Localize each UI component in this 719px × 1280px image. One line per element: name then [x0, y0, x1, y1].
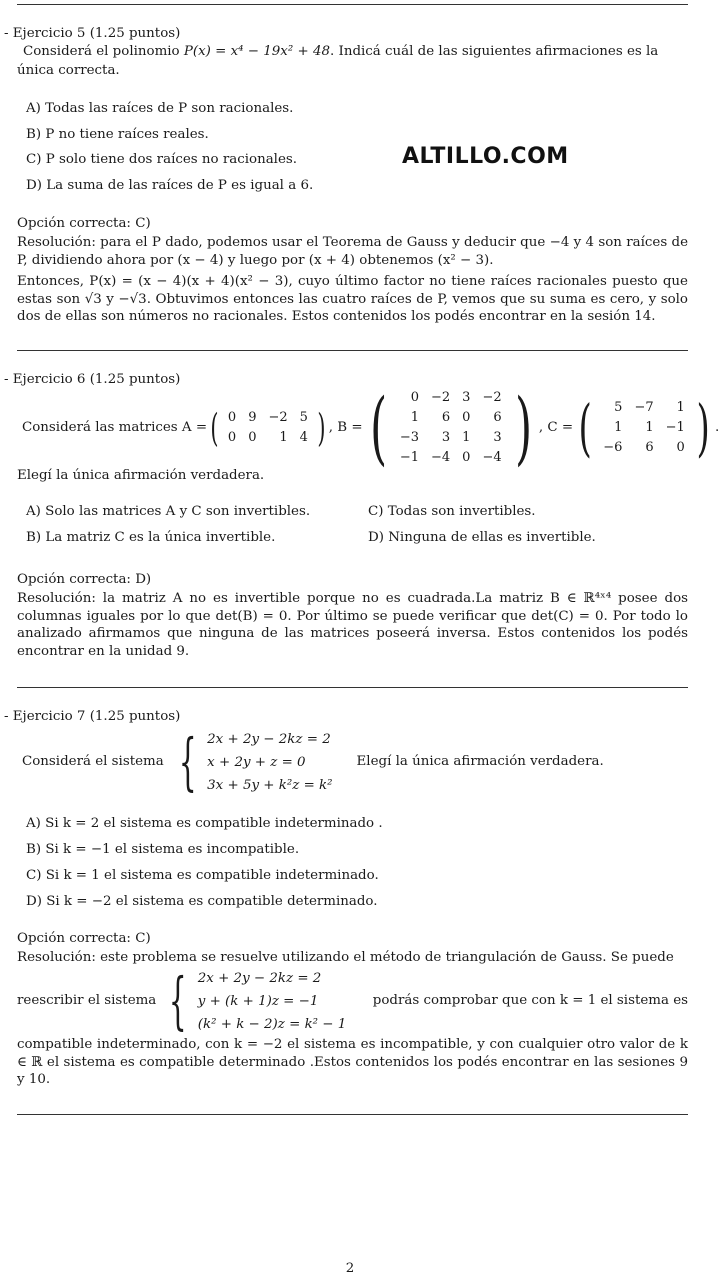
equation: 2x + 2y − 2kz = 2 — [197, 970, 322, 986]
divider — [17, 1114, 688, 1115]
matrix-b-entry: 3 — [493, 430, 502, 445]
matrix-c-entry: 5 — [614, 400, 623, 415]
matrix-b-entry: 3 — [441, 430, 451, 445]
exercise-5-resolution-2: Entonces, P(x) = (x − 4)(x + 4)(x² − 3), cuyo último factor no tiene raíces racionales puesto que estas son √3 y −√3. Obtuvimos entonces las cuatro raíces de P, vemos que su suma es cero, y solo dos de ellas son números no racionales. Estos contenidos los podés encontrar en la sesión 14. — [17, 274, 688, 324]
matrix-c-entry: 1 — [614, 420, 623, 435]
exercise-7-option-b: B) Si k = −1 el sistema es incompatible. — [26, 842, 300, 857]
matrix-c-row — [597, 438, 691, 458]
altillo-logo: ALTILLO.COM — [402, 144, 569, 169]
divider — [17, 350, 688, 351]
matrix-b-entry: −1 — [399, 450, 419, 465]
exercise-6-answer: Opción correcta: D) — [17, 572, 152, 587]
matrix-a-entry: 0 — [227, 430, 237, 445]
exercise-7-option-d: D) Si k = −2 el sistema es compatible determinado. — [26, 894, 378, 909]
exercise-5-option-c: C) P solo tiene dos raíces no racionales. — [26, 152, 298, 167]
exercise-6-option-a: A) Solo las matrices A y C son invertibles. — [26, 504, 311, 519]
matrix-b-entry: −4 — [430, 450, 451, 465]
matrix-b-entry: 6 — [493, 410, 502, 425]
exercise-6-option-b: B) La matriz C es la única invertible. — [26, 530, 276, 545]
matrix-a-entry: −2 — [268, 410, 288, 425]
matrix-a-entry: 0 — [248, 430, 257, 445]
matrix-a-entry: 5 — [299, 410, 308, 425]
matrix-b-entry: 0 — [462, 450, 471, 465]
matrix-a-row — [222, 408, 314, 428]
matrix-c-entry: 6 — [645, 440, 654, 455]
matrix-b-entry: −3 — [399, 430, 419, 445]
matrix-c-entry: −1 — [665, 420, 685, 435]
exercise-7-resolution: Resolución: este problema se resuelve utilizando el método de triangulación de Gauss. Se puede — [17, 950, 674, 965]
exercise-5-statement-end: única correcta. — [17, 63, 120, 78]
equation: y + (k + 1)z = −1 — [197, 993, 319, 1009]
matrix-b-entry: 0 — [462, 410, 471, 425]
matrix-c-entry: −7 — [634, 400, 654, 415]
divider — [17, 687, 688, 688]
exercise-6-resolution: Resolución: la matriz A no es invertible porque no es cuadrada.La matriz B ∈ ℝ⁴ˣ⁴ posee dos columnas iguales por lo que det(B) = 0. Por último se puede verificar que det(C) = 0. Por todo lo analizado afirmamos que ninguna de las matrices poseerá inversa. Estos contenidos los podés encontrar en la unidad 9. — [17, 591, 688, 659]
exercise-6-title: - Ejercicio 6 (1.25 puntos) — [4, 372, 181, 387]
exercise-5-answer: Opción correcta: C) — [17, 216, 151, 231]
matrix-b-entry: 1 — [462, 430, 471, 445]
divider — [17, 4, 688, 5]
matrix-c-row — [597, 398, 691, 418]
matrix-b-entry: −4 — [482, 450, 502, 465]
equation: x + 2y + z = 0 — [207, 754, 306, 770]
matrix-b-entry: 3 — [462, 390, 471, 405]
exercise-7-option-a: A) Si k = 2 el sistema es compatible indeterminado . — [26, 816, 383, 831]
equation: 3x + 5y + k²z = k² — [207, 777, 333, 793]
matrix-b-row — [394, 408, 508, 428]
matrix-a-entry: 4 — [299, 430, 308, 445]
exercise-5-statement: Considerá el polinomio P(x) = x⁴ − 19x² + 48. Indicá cuál de las siguientes afirmaciones es la — [23, 44, 659, 59]
exercise-7-option-c: C) Si k = 1 el sistema es compatible indeterminado. — [26, 868, 379, 883]
matrix-b-row — [394, 448, 508, 468]
equation: 2x + 2y − 2kz = 2 — [207, 731, 331, 747]
exercise-7-rewritten-system: reescribir el sistema { 2x + 2y − 2kz = 2 y + (k + 1)z = −1 (k² + k − 2)z = k² − 1 podrás comprobar que con k = 1 el sistema es — [17, 964, 688, 1037]
matrix-c-entry: 0 — [676, 440, 685, 455]
matrix-c: ( 5 −7 1 1 1 −1 −6 6 0 ) — [578, 391, 710, 464]
matrix-a-entry: 9 — [248, 410, 257, 425]
exercise-7-answer: Opción correcta: C) — [17, 931, 151, 946]
matrix-b-entry: 0 — [410, 390, 419, 405]
page-number: 2 — [345, 1261, 355, 1276]
matrix-b-entry: −2 — [482, 390, 502, 405]
matrix-c-entry: −6 — [603, 440, 623, 455]
matrix-a-entry: 1 — [279, 430, 288, 445]
matrix-b-entry: −2 — [430, 390, 451, 405]
matrix-a-entry: 0 — [227, 410, 237, 425]
matrix-a-row — [222, 428, 314, 448]
exercise-7-title: - Ejercicio 7 (1.25 puntos) — [4, 709, 181, 724]
exercise-6-matrices: Considerá las matrices A = ( 0 9 −2 5 0 0 1 4 ) , B = ( 0 −2 3 −2 1 6 0 6 −3 3 1 3 −1 −4 0 −4 ) , C = ( 5 −7 1 1 1 −1 −6 6 0 ) . — [22, 381, 719, 474]
exercise-5-option-b: B) P no tiene raíces reales. — [26, 127, 209, 142]
exercise-6-prompt: Elegí la única afirmación verdadera. — [17, 468, 265, 483]
exercise-7-system: Considerá el sistema { 2x + 2y − 2kz = 2 x + 2y + z = 0 3x + 5y + k²z = k² Elegí la única afirmación verdadera. — [22, 725, 604, 798]
exercise-6-option-d: D) Ninguna de ellas es invertible. — [368, 530, 596, 545]
exercise-5-resolution: Resolución: para el P dado, podemos usar el Teorema de Gauss y deducir que −4 y 4 son raíces de P, dividiendo ahora por (x − 4) y luego por (x + 4) obtenemos (x² − 3). — [17, 235, 688, 268]
matrix-a: ( 0 9 −2 5 0 0 1 4 ) — [210, 406, 326, 450]
matrix-b-entry: 1 — [410, 410, 419, 425]
matrix-b-entry: 6 — [441, 410, 451, 425]
matrix-b-row — [394, 388, 508, 408]
exercise-5-option-a: A) Todas las raíces de P son racionales. — [26, 101, 294, 116]
matrix-b-row — [394, 428, 508, 448]
matrix-c-entry: 1 — [676, 400, 685, 415]
matrix-b: ( 0 −2 3 −2 1 6 0 6 −3 3 1 3 −1 −4 0 −4 ) — [369, 381, 532, 474]
exercise-7-resolution-end: compatible indeterminado, con k = −2 el sistema es incompatible, y con cualquier otro valor de k ∈ ℝ el sistema es compatible determinado .Estos contenidos los podés encontrar en las sesiones 9 y 10. — [17, 1037, 688, 1087]
exercise-5-option-d: D) La suma de las raíces de P es igual a 6. — [26, 178, 314, 193]
matrix-c-row — [597, 418, 691, 438]
exercise-5-title: - Ejercicio 5 (1.25 puntos) — [4, 26, 181, 41]
exercise-6-option-c: C) Todas son invertibles. — [368, 504, 536, 519]
system-equations — [207, 728, 332, 797]
matrix-c-entry: 1 — [645, 420, 654, 435]
system-equations — [198, 967, 347, 1036]
equation: (k² + k − 2)z = k² − 1 — [197, 1016, 347, 1032]
